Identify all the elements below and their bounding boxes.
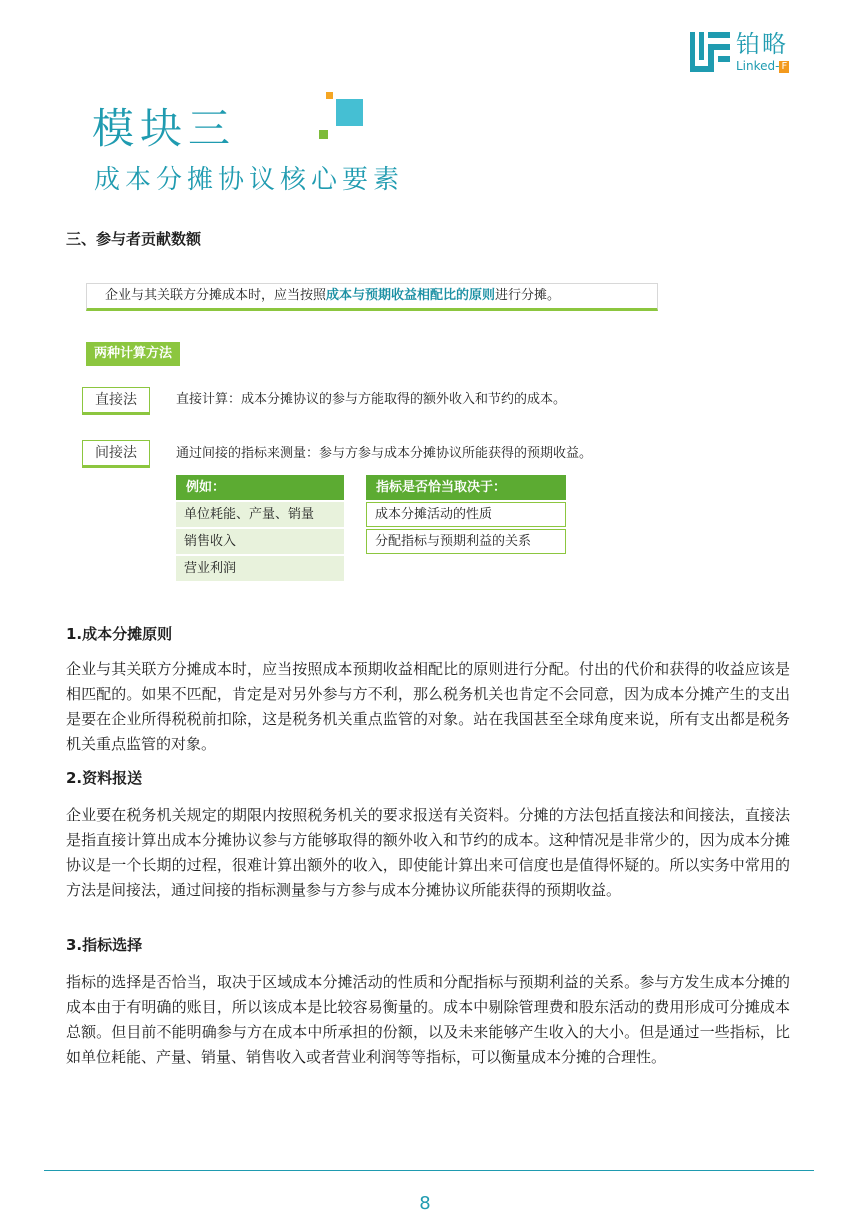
method-tag-indirect: 间接法 [82, 440, 150, 468]
section-text-indicators: 指标的选择是否恰当，取决于区域成本分摊活动的性质和分配指标与预期利益的关系。参与方发生成本分摊的成本由于有明确的账目，所以该成本是比较容易衡量的。成本中剔除管理费和股东活动的费用形成可分摊成本总额。但目前不能明确参与方在成本中所承担的份额，以及未来能够产生收入的大小。但是通过一些指标，比如单位耗能、产量、销量、销售收入或者营业利润等等指标，可以衡量成本分摊的合理性。 [66, 973, 790, 1066]
principle-highlight: 成本与预期收益相配比的原则 [326, 288, 496, 303]
criteria-table [366, 475, 566, 554]
criteria-table-header: 指标是否恰当取决于： [366, 475, 566, 500]
principle-suffix: 进行分摊。 [495, 288, 561, 303]
examples-table-row: 销售收入 [176, 529, 344, 554]
page-number: 8 [419, 1193, 431, 1214]
logo-english: Linked- F [736, 59, 788, 73]
examples-table [176, 475, 344, 581]
decor-square-large [336, 99, 363, 126]
methods-label: 两种计算方法 [86, 342, 180, 366]
footer-divider [44, 1170, 814, 1171]
brand-logo [690, 30, 810, 74]
decor-square-orange [326, 92, 333, 99]
examples-table-row: 单位耗能、产量、销量 [176, 502, 344, 527]
criteria-table-row: 成本分摊活动的性质 [366, 502, 566, 527]
module-title: 模块三 [92, 104, 237, 153]
logo-name: 铂略 [736, 30, 788, 58]
logo-mark-icon [690, 32, 730, 72]
principle-prefix: 企业与其关联方分摊成本时，应当按照 [105, 288, 327, 303]
decor-square-green [319, 130, 328, 139]
criteria-table-row: 分配指标与预期利益的关系 [366, 529, 566, 554]
method-desc-indirect: 通过间接的指标来测量：参与方参与成本分摊协议所能获得的预期收益。 [176, 446, 593, 461]
principle-box [86, 283, 658, 311]
method-desc-direct: 直接计算：成本分摊协议的参与方能取得的额外收入和节约的成本。 [176, 392, 567, 407]
logo-badge: F [781, 61, 788, 72]
section-title-reporting: 2.资料报送 [66, 769, 143, 787]
module-subtitle: 成本分摊协议核心要素 [94, 165, 405, 195]
section-text-reporting: 企业要在税务机关规定的期限内按照税务机关的要求报送有关资料。分摊的方法包括直接法和间接法，直接法是指直接计算出成本分摊协议参与方能够取得的额外收入和节约的成本。这种情况是非常少的，因为成本分摊协议是一个长期的过程，很难计算出额外的收入，即使能计算出来可信度也是值得怀疑的。所以实务中常用的方法是间接法，通过间接的指标测量参与方参与成本分摊协议所能获得的预期收益。 [66, 806, 790, 899]
section-text-principle: 企业与其关联方分摊成本时，应当按照成本预期收益相配比的原则进行分配。付出的代价和获得的收益应该是相匹配的。如果不匹配，肯定是对另外参与方不利，那么税务机关也肯定不会同意，因为成本分摊产生的支出是要在企业所得税税前扣除，这是税务机关重点监管的对象。站在我国甚至全球角度来说，所有支出都是税务机关重点监管的对象。 [66, 660, 790, 753]
section-heading: 三、参与者贡献数额 [66, 230, 202, 248]
section-title-indicators: 3.指标选择 [66, 936, 143, 954]
method-tag-direct: 直接法 [82, 387, 150, 415]
examples-table-row: 营业利润 [176, 556, 344, 581]
section-title-principle: 1.成本分摊原则 [66, 625, 173, 643]
examples-table-header: 例如： [176, 475, 344, 500]
